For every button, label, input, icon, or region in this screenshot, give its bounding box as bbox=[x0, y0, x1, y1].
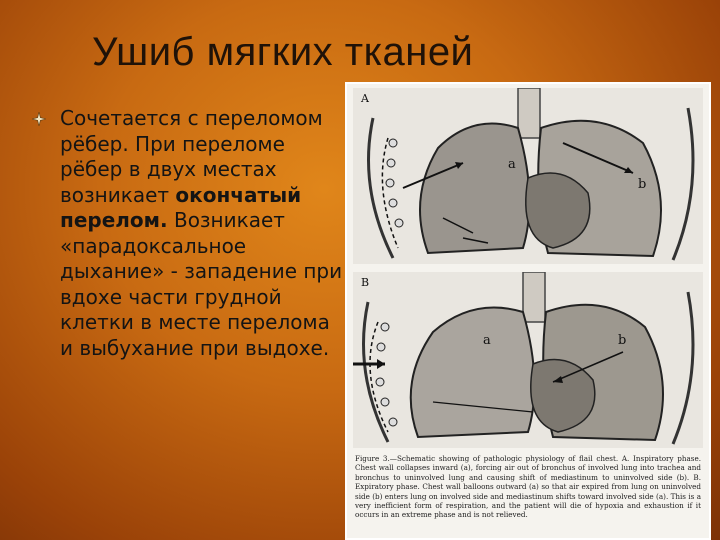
figure-caption: Figure 3.—Schematic showing of pathologic physiology of flail chest. A. Inspiratory phase. Chest wall collapses inward (a), forcing air out of bronchus of involved lung into trachea and bronchus to uninvolved lung and causing shift of mediastinum to uninvolved side (b). B. Expiratory phase. Chest wall balloons outward (a) so that air expired from lung on uninvolved side (b) enters lung on involved side and mediastinum shifts toward involved side (a). This is a very inefficient form of respiration, and the patient will die of hypoxia and exhaustion if it occurs in an extreme phase and is not relieved. bbox=[355, 454, 701, 520]
panel-b-marker-b: b bbox=[618, 333, 627, 348]
slide-title: Ушиб мягких тканей bbox=[92, 30, 474, 74]
panel-b-illustration bbox=[353, 272, 703, 448]
panel-b-marker-a: a bbox=[483, 333, 491, 348]
panel-b-label: B bbox=[361, 276, 370, 289]
bullet-text bbox=[60, 106, 348, 361]
bullet-text-rest: Возникает «парадоксальное дыхание» - западение при вдохе части грудной клетки в месте перелома и выбухание при выдохе. bbox=[60, 208, 343, 360]
bullet-item bbox=[38, 106, 348, 361]
panel-a-illustration bbox=[353, 88, 703, 264]
panel-a-label: A bbox=[361, 92, 369, 105]
panel-a-marker-a: a bbox=[508, 157, 516, 172]
bullet-text-bold: окончатый перелом. bbox=[60, 182, 302, 232]
bullet-text-intro: Сочетается с переломом рёбер. При переломе рёбер в двух местах возникает bbox=[60, 106, 323, 207]
star-bullet-icon bbox=[32, 112, 46, 126]
flail-chest-figure bbox=[345, 82, 711, 540]
panel-a-marker-b: b bbox=[638, 177, 647, 192]
